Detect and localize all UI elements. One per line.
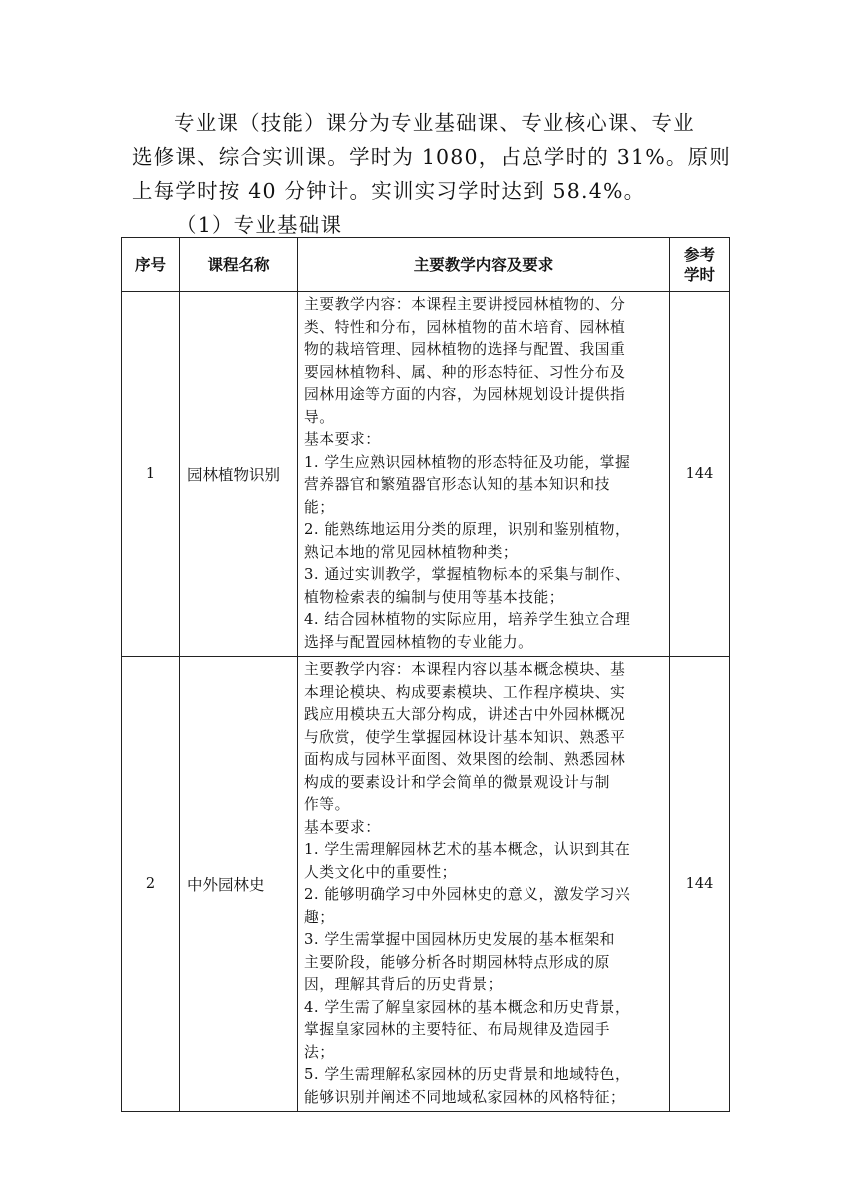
content-line: 2. 能够明确学习中外园林史的意义，激发学习兴 — [304, 886, 631, 903]
content-line: 物的栽培管理、园林植物的选择与配置、我国重 — [304, 341, 626, 358]
content-line: 要园林植物科、属、种的形态特征、习性分布及 — [304, 363, 626, 381]
content-line: 人类文化中的重要性； — [304, 863, 457, 881]
table-row — [122, 292, 730, 657]
header-hours-line-1: 参考 — [683, 245, 715, 264]
content-line: 选择与配置园林植物的专业能力。 — [304, 633, 534, 651]
header-course-name: 课程名称 — [180, 238, 298, 292]
header-hours — [670, 238, 730, 292]
row-hours: 144 — [670, 657, 730, 1112]
content-line: 园林用途等方面的内容，为园林规划设计提供指 — [304, 386, 626, 403]
row-num: 1 — [122, 292, 180, 657]
course-table — [121, 237, 730, 1112]
content-line: 4. 学生需了解皇家园林的基本概念和历史背景， — [304, 998, 631, 1016]
content-line: 能； — [304, 498, 335, 516]
content-line: 本理论模块、构成要素模块、工作程序模块、实 — [304, 683, 626, 701]
row-num: 2 — [122, 657, 180, 1112]
content-line: 5. 学生需理解私家园林的历史背景和地域特色， — [304, 1066, 631, 1083]
intro-line-2: 选修课、综合实训课。学时为 1080，占总学时的 31%。原则 — [132, 145, 731, 169]
content-line: 类、特性和分布，园林植物的苗木培育、园林植 — [304, 318, 626, 336]
content-line: 3. 通过实训教学，掌握植物标本的采集与制作、 — [304, 566, 631, 583]
table-header-row — [122, 238, 730, 292]
row-content — [298, 292, 670, 657]
content-line: 主要阶段，能够分析各时期园林特点形成的原 — [304, 953, 610, 971]
content-line: 4. 结合园林植物的实际应用，培养学生独立合理 — [304, 611, 631, 628]
intro-line-1: 专业课（技能）课分为专业基础课、专业核心课、专业 — [174, 111, 695, 135]
row-content — [298, 657, 670, 1112]
content-line: 能够识别并阐述不同地域私家园林的风格特征； — [304, 1088, 626, 1106]
row-hours: 144 — [670, 292, 730, 657]
content-line: 2. 能熟练地运用分类的原理，识别和鉴别植物， — [304, 521, 631, 538]
content-line: 构成的要素设计和学会简单的微景观设计与制 — [304, 773, 610, 791]
row-course-name: 园林植物识别 — [180, 292, 298, 657]
content-line: 基本要求： — [304, 818, 381, 836]
section-heading: （1）专业基础课 — [176, 213, 343, 237]
content-line: 掌握皇家园林的主要特征、布局规律及造园手 — [304, 1021, 610, 1038]
content-line: 主要教学内容：本课程内容以基本概念模块、基 — [304, 661, 626, 678]
row-course-name: 中外园林史 — [180, 657, 298, 1112]
content-line: 面构成与园林平面图、效果图的绘制、熟悉园林 — [304, 751, 626, 768]
content-line: 基本要求： — [304, 431, 381, 448]
content-line: 因，理解其背后的历史背景； — [304, 976, 503, 993]
header-hours-line-2: 学时 — [683, 265, 715, 284]
header-content: 主要教学内容及要求 — [298, 238, 670, 292]
content-line: 营养器官和繁殖器官形态认知的基本知识和技 — [304, 476, 610, 493]
intro-line-3: 上每学时按 40 分钟计。实训实习学时达到 58.4%。 — [132, 179, 646, 203]
content-line: 1. 学生需理解园林艺术的基本概念，认识到其在 — [304, 841, 631, 858]
content-line: 法； — [304, 1043, 335, 1061]
content-line: 3. 学生需掌握中国园林历史发展的基本框架和 — [304, 931, 615, 948]
content-line: 作等。 — [304, 796, 350, 813]
content-line: 趣； — [304, 908, 335, 926]
content-line: 1. 学生应熟识园林植物的形态特征及功能，掌握 — [304, 453, 631, 471]
content-line: 主要教学内容：本课程主要讲授园林植物的、分 — [304, 296, 626, 313]
content-line: 植物检索表的编制与使用等基本技能； — [304, 588, 565, 606]
content-line: 熟记本地的常见园林植物种类； — [304, 543, 519, 561]
intro-paragraph — [132, 106, 732, 208]
content-line: 导。 — [304, 408, 335, 426]
content-line: 践应用模块五大部分构成，讲述古中外园林概况 — [304, 706, 626, 723]
table-row — [122, 657, 730, 1112]
content-line: 与欣赏，使学生掌握园林设计基本知识、熟悉平 — [304, 728, 626, 746]
header-num: 序号 — [122, 238, 180, 292]
